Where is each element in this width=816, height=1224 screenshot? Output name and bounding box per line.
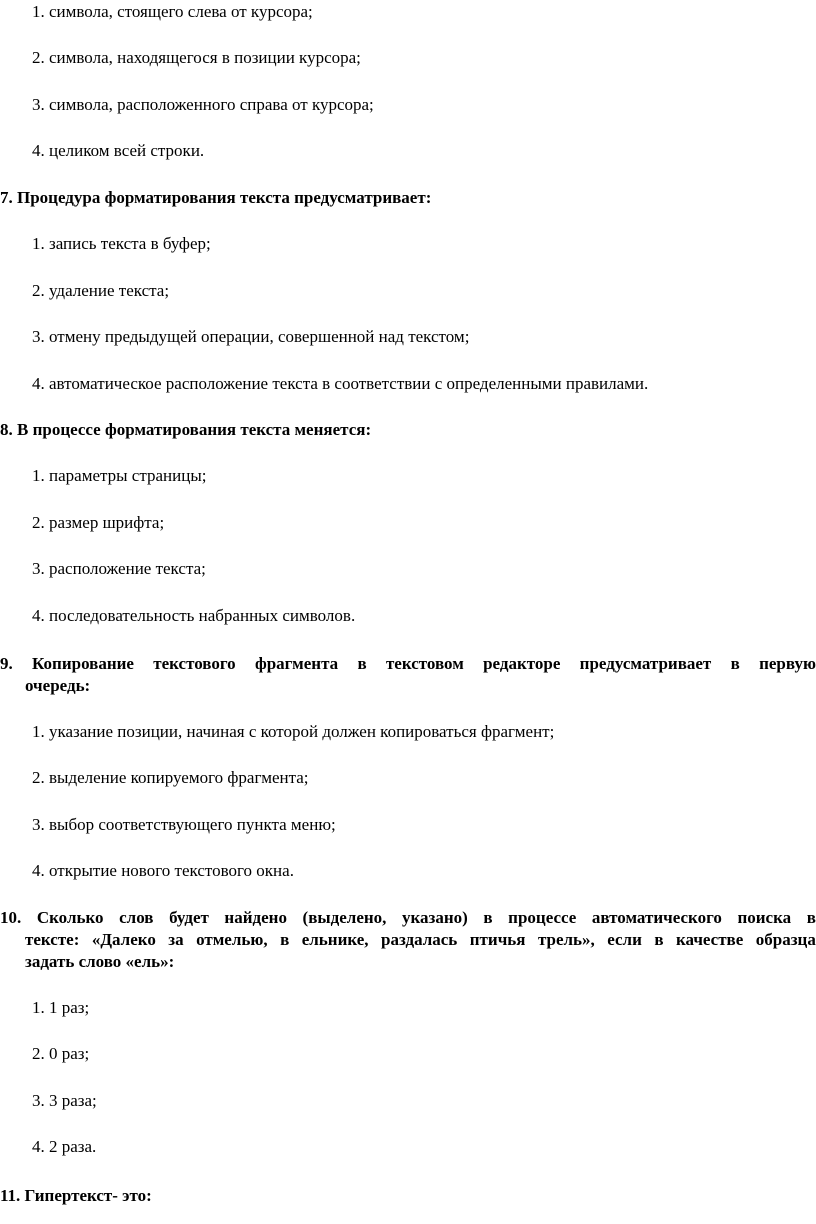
q7-question: 7. Процедура форматирования текста предусматривает:	[0, 188, 432, 207]
q10-option-4: 4. 2 раза.	[32, 1137, 97, 1156]
q9-option-1: 1. указание позиции, начиная с которой должен копироваться фрагмент;	[32, 722, 555, 741]
q8-option-3: 3. расположение текста;	[32, 559, 206, 578]
question-word: в	[654, 930, 664, 949]
question-word: качестве	[675, 930, 744, 949]
question-word: (выделено,	[302, 908, 387, 927]
question-word: будет	[169, 908, 209, 927]
q10-question-line-1	[0, 908, 816, 930]
q10-option-2: 2. 0 раз;	[32, 1044, 90, 1063]
q6-option-1: 1. символа, стоящего слева от курсора;	[32, 2, 313, 21]
question-word: текстового	[153, 654, 236, 673]
question-word: раздалась	[381, 930, 458, 949]
q9-option-4: 4. открытие нового текстового окна.	[32, 861, 294, 880]
question-word: редакторе	[483, 654, 561, 673]
q10-option-1: 1. 1 раз;	[32, 998, 90, 1017]
question-word: текстовом	[385, 654, 464, 673]
q7-option-4: 4. автоматическое расположение текста в соответствии с определенными правилами.	[32, 374, 649, 393]
q6-option-2: 2. символа, находящегося в позиции курсора;	[32, 48, 361, 67]
q6-option-4: 4. целиком всей строки.	[32, 141, 205, 160]
q9-question-line-2: очередь:	[25, 676, 91, 695]
q10-question-line-3: задать слово «ель»:	[25, 952, 175, 971]
question-word: в	[483, 908, 493, 927]
question-word: в	[806, 908, 816, 927]
question-word: поиска	[737, 908, 792, 927]
q10-question-line-2	[0, 930, 816, 952]
question-word: 10.	[0, 908, 22, 927]
q7-option-3: 3. отмену предыдущей операции, совершенной над текстом;	[32, 327, 470, 346]
q9-option-2: 2. выделение копируемого фрагмента;	[32, 768, 309, 787]
question-word: процессе	[508, 908, 577, 927]
question-word: в	[730, 654, 740, 673]
question-word: птичья	[469, 930, 526, 949]
question-word: ельнике,	[301, 930, 369, 949]
q11-question: 11. Гипертекст- это:	[0, 1186, 152, 1205]
question-word: в	[357, 654, 367, 673]
question-word: первую	[759, 654, 816, 673]
question-word: фрагмента	[254, 654, 339, 673]
question-word: автоматического	[591, 908, 722, 927]
q7-option-2: 2. удаление текста;	[32, 281, 170, 300]
q8-option-4: 4. последовательность набранных символов.	[32, 606, 356, 625]
question-word: за	[168, 930, 184, 949]
question-word: Копирование	[32, 654, 134, 673]
question-word: тексте:	[25, 930, 80, 949]
question-word: предусматривает	[579, 654, 712, 673]
q9-question-line-1	[0, 654, 816, 676]
question-word: 9.	[0, 654, 13, 673]
question-word: указано)	[402, 908, 468, 927]
question-word: в	[280, 930, 290, 949]
q9-option-3: 3. выбор соответствующего пункта меню;	[32, 815, 336, 834]
q7-option-1: 1. запись текста в буфер;	[32, 234, 211, 253]
q8-question: 8. В процессе форматирования текста меняется:	[0, 420, 372, 439]
question-word: отмелью,	[196, 930, 268, 949]
question-word: Сколько	[36, 908, 104, 927]
q9-question	[0, 654, 816, 698]
question-word: «Далеко	[91, 930, 156, 949]
q10-question	[0, 908, 816, 974]
question-word: образца	[755, 930, 816, 949]
q10-option-3: 3. 3 раза;	[32, 1091, 97, 1110]
question-word: найдено	[224, 908, 287, 927]
q6-option-3: 3. символа, расположенного справа от курсора;	[32, 95, 374, 114]
question-word: трель»,	[537, 930, 595, 949]
q8-option-1: 1. параметры страницы;	[32, 466, 207, 485]
question-word: слов	[119, 908, 154, 927]
question-word: если	[607, 930, 642, 949]
q8-option-2: 2. размер шрифта;	[32, 513, 165, 532]
